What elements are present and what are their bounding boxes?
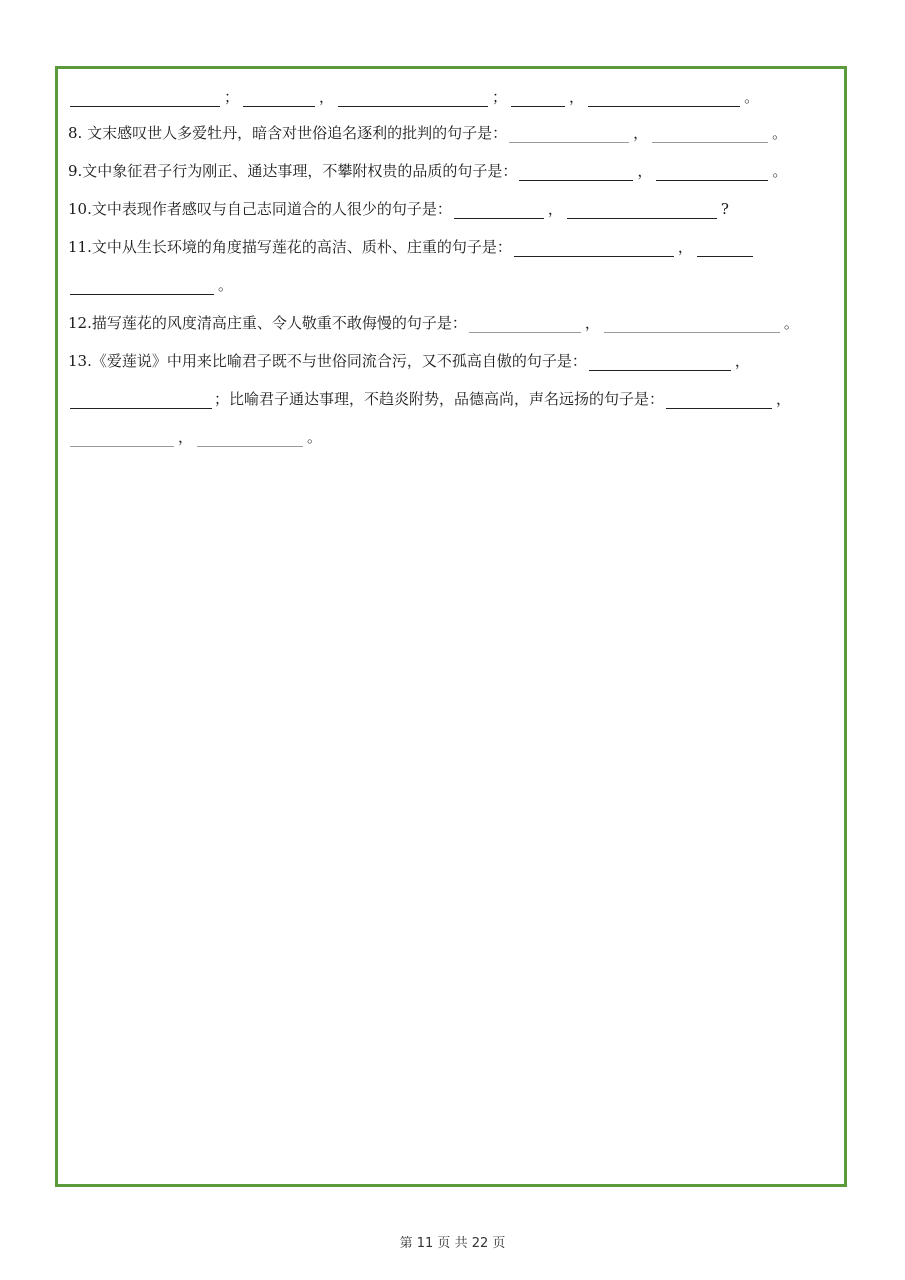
punctuation: 。 <box>218 276 234 294</box>
punctuation: ， <box>319 88 335 106</box>
punctuation: ， <box>178 428 194 446</box>
question-text: 9.文中象征君子行为刚正、通达事理，不攀附权贵的品质的句子是： <box>68 162 518 180</box>
punctuation: ， <box>547 200 563 218</box>
answer-blank[interactable] <box>514 240 674 257</box>
answer-blank[interactable] <box>652 126 768 143</box>
punctuation: ， <box>584 314 600 332</box>
punctuation: ， <box>677 238 693 256</box>
page-frame <box>55 66 847 1187</box>
punctuation: ， <box>633 124 649 142</box>
punctuation: ； <box>492 88 508 106</box>
answer-blank[interactable] <box>70 392 212 409</box>
answer-blank[interactable] <box>666 392 772 409</box>
punctuation: ， <box>637 162 653 180</box>
answer-blank[interactable] <box>243 90 315 107</box>
punctuation: ， <box>569 88 585 106</box>
answer-blank[interactable] <box>519 164 633 181</box>
answer-blank[interactable] <box>338 90 488 107</box>
question-text: 8. 文末感叹世人多爱牡丹，暗含对世俗追名逐利的批判的句子是： <box>68 124 508 142</box>
question-10 <box>68 199 731 219</box>
question-13-line-2 <box>68 389 793 409</box>
question-text: 10.文中表现作者感叹与自己志同道合的人很少的句子是： <box>68 200 452 218</box>
question-8 <box>68 123 789 143</box>
question-text: 13.《爱莲说》中用来比喻君子既不与世俗同流合污，又不孤高自傲的句子是： <box>68 352 587 370</box>
answer-blank[interactable] <box>70 90 220 107</box>
question-text: ；比喻君子通达事理，不趋炎附势，品德高尚，声名远扬的句子是： <box>214 390 665 408</box>
question-11 <box>68 237 755 257</box>
answer-blank[interactable] <box>197 430 303 447</box>
punctuation: 。 <box>783 314 799 332</box>
question-11-continuation <box>68 275 235 295</box>
answer-blank[interactable] <box>656 164 768 181</box>
answer-blank[interactable] <box>70 430 174 447</box>
answer-blank[interactable] <box>454 202 544 219</box>
punctuation: ? <box>720 200 729 218</box>
answer-blank[interactable] <box>567 202 717 219</box>
punctuation: 。 <box>744 88 760 106</box>
question-text: 11.文中从生长环境的角度描写莲花的高洁、质朴、庄重的句子是： <box>68 238 512 256</box>
answer-blank[interactable] <box>511 90 565 107</box>
punctuation: ， <box>734 352 750 370</box>
answer-blank[interactable] <box>697 240 753 257</box>
answer-blank[interactable] <box>70 278 214 295</box>
punctuation: ； <box>224 88 240 106</box>
question-13-line-3 <box>68 427 324 447</box>
question-9 <box>68 161 789 181</box>
question-12 <box>68 313 801 333</box>
punctuation: ， <box>776 390 792 408</box>
q7-continuation <box>68 87 761 107</box>
answer-blank[interactable] <box>589 354 731 371</box>
answer-blank[interactable] <box>509 126 629 143</box>
question-text: 12.描写莲花的风度清高庄重、令人敬重不敢侮慢的句子是： <box>68 314 467 332</box>
answer-blank[interactable] <box>588 90 740 107</box>
page-number: 第 11 页 共 22 页 <box>399 1236 506 1251</box>
punctuation: 。 <box>772 124 788 142</box>
punctuation: 。 <box>307 428 323 446</box>
answer-blank[interactable] <box>604 316 780 333</box>
answer-blank[interactable] <box>469 316 581 333</box>
question-13 <box>68 351 752 371</box>
punctuation: 。 <box>772 162 788 180</box>
